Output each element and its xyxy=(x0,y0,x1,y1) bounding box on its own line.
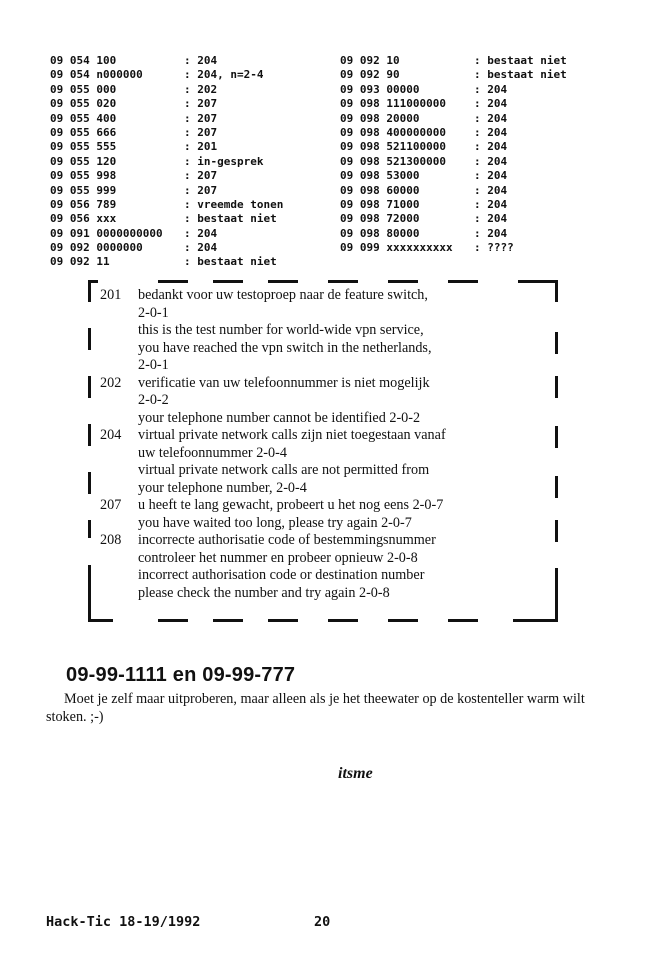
table-value: : 204 xyxy=(474,226,508,240)
message-line: please check the number and try again 2-0-8 xyxy=(138,584,390,601)
footer-publication: Hack-Tic 18-19/1992 xyxy=(46,914,201,930)
message-line: virtual private network calls are not permitted from xyxy=(138,462,430,478)
message-line: incorrecte authorisatie code of bestemmingsnummer xyxy=(138,532,436,548)
table-value: : 202 xyxy=(184,82,218,96)
table-number: 09 098 53000 xyxy=(340,169,420,183)
table-value: : 207 xyxy=(184,97,218,111)
table-number: 09 098 400000000 xyxy=(340,125,446,139)
table-number: 09 056 xxx xyxy=(50,212,117,226)
table-number: 09 099 xxxxxxxxxx xyxy=(340,241,453,255)
table-number: 09 091 0000000000 xyxy=(50,226,163,240)
table-number: 09 098 72000 xyxy=(340,212,420,226)
message-entry xyxy=(100,532,560,602)
table-value: : 204 xyxy=(474,154,508,168)
table-number: 09 092 0000000 xyxy=(50,241,143,255)
message-line: u heeft te lang gewacht, probeert u het nog eens 2-0-7 xyxy=(138,497,444,513)
message-line: 2-0-1 xyxy=(138,304,169,321)
message-line: you have reached the vpn switch in the netherlands, xyxy=(138,339,432,356)
table-value: : 204 xyxy=(474,212,508,226)
table-value: : 204 xyxy=(474,97,508,111)
table-value: : 207 xyxy=(184,111,218,125)
footer-page-number: 20 xyxy=(314,914,331,930)
message-entry xyxy=(100,497,560,532)
table-number: 09 098 111000000 xyxy=(340,97,446,111)
table-number: 09 055 000 xyxy=(50,82,117,96)
table-value: : 207 xyxy=(184,169,218,183)
table-number: 09 055 666 xyxy=(50,125,117,139)
table-number: 09 054 n000000 xyxy=(50,68,143,82)
table-value: : 204 xyxy=(184,54,218,67)
table-number: 09 092 11 xyxy=(50,255,110,269)
table-value: : bestaat niet xyxy=(184,212,277,226)
table-value: : ???? xyxy=(474,241,514,255)
table-number: 09 092 10 xyxy=(340,54,400,67)
table-value: : 204 xyxy=(474,111,508,125)
table-number: 09 055 020 xyxy=(50,97,117,111)
message-line: bedankt voor uw testoproep naar de feature switch, xyxy=(138,287,428,303)
table-value: : 204 xyxy=(474,183,508,197)
table-value: : 204 xyxy=(474,169,508,183)
table-value: : in-gesprek xyxy=(184,154,264,168)
table-number: 09 093 00000 xyxy=(340,82,420,96)
table-value: : bestaat niet xyxy=(474,68,567,82)
table-number: 09 098 80000 xyxy=(340,226,420,240)
message-line: verificatie van uw telefoonnummer is niet mogelijk xyxy=(138,374,430,391)
table-number: 09 098 71000 xyxy=(340,197,420,211)
message-entry xyxy=(100,427,560,497)
table-number: 09 055 999 xyxy=(50,183,117,197)
table-value: : 204, n=2-4 xyxy=(184,68,264,82)
message-entry xyxy=(100,375,560,428)
table-number: 09 055 400 xyxy=(50,111,117,125)
table-value: : 207 xyxy=(184,183,218,197)
table-number: 09 055 555 xyxy=(50,140,117,154)
message-entry xyxy=(100,287,560,375)
message-line: uw telefoonnummer 2-0-4 xyxy=(138,444,287,461)
body-paragraph xyxy=(46,690,616,726)
message-code: 208 xyxy=(100,532,122,548)
table-value: : 204 xyxy=(474,125,508,139)
message-line: 2-0-1 xyxy=(138,357,169,373)
table-value: : 204 xyxy=(184,241,218,255)
message-code: 207 xyxy=(100,497,122,513)
table-number: 09 056 789 xyxy=(50,197,117,211)
table-value: : vreemde tonen xyxy=(184,197,284,211)
table-value: : bestaat niet xyxy=(184,255,277,269)
table-number: 09 092 90 xyxy=(340,68,400,82)
message-line: virtual private network calls zijn niet toegestaan vanaf xyxy=(138,427,446,443)
table-number: 09 098 521100000 xyxy=(340,140,446,154)
message-line: controleer het nummer en probeer opnieuw 2-0-8 xyxy=(138,549,418,566)
table-number: 09 098 20000 xyxy=(340,111,420,125)
message-line: your telephone number, 2-0-4 xyxy=(138,479,307,496)
table-number: 09 055 998 xyxy=(50,169,117,183)
message-line: you have waited too long, please try again 2-0-7 xyxy=(138,514,412,531)
message-line: this is the test number for world-wide vpn service, xyxy=(138,322,424,338)
table-value: : 204 xyxy=(474,140,508,154)
message-line: 2-0-2 xyxy=(138,392,169,408)
table-number: 09 055 120 xyxy=(50,154,117,168)
table-number: 09 098 60000 xyxy=(340,183,420,197)
table-value: : 204 xyxy=(474,197,508,211)
body-paragraph-text: Moet je zelf maar uitproberen, maar alleen als je het theewater op de kostenteller warm wilt stoken. ;-) xyxy=(46,691,585,725)
table-number: 09 054 100 xyxy=(50,54,117,67)
message-code: 202 xyxy=(100,374,122,391)
message-code: 204 xyxy=(100,427,122,443)
table-number: 09 098 521300000 xyxy=(340,154,446,168)
section-heading: 09-99-1111 en 09-99-777 xyxy=(66,664,296,686)
table-value: : 204 xyxy=(184,226,218,240)
message-line: incorrect authorisation code or destination number xyxy=(138,567,425,583)
author-signature: itsme xyxy=(338,765,373,782)
table-value: : 207 xyxy=(184,125,218,139)
table-value: : 201 xyxy=(184,140,218,154)
message-line: your telephone number cannot be identified 2-0-2 xyxy=(138,409,421,426)
message-list xyxy=(100,287,560,602)
message-code: 201 xyxy=(100,287,122,303)
table-value: : bestaat niet xyxy=(474,54,567,67)
table-value: : 204 xyxy=(474,82,508,96)
